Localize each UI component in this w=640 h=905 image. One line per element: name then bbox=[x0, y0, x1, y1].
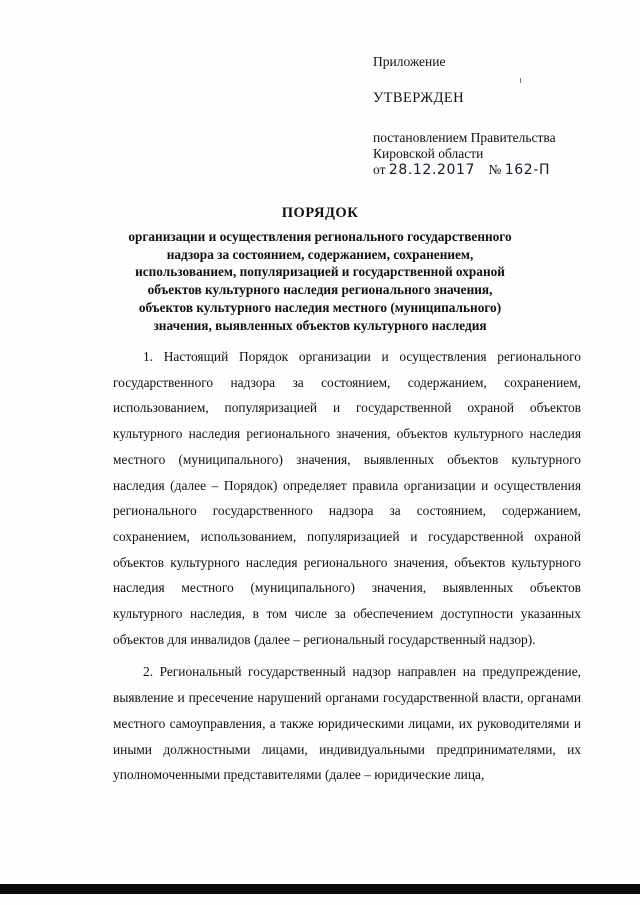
document-body bbox=[113, 344, 581, 795]
heading-line: объектов культурного наследия регионального значения, bbox=[147, 282, 493, 298]
date-prefix: от bbox=[373, 162, 386, 177]
decree-date-row bbox=[373, 162, 623, 178]
heading-line: использованием, популяризацией и государственной охраной bbox=[135, 264, 505, 280]
paragraph-1: 1. Настоящий Порядок организации и осуществления регионального государственного надзора за состоянием, содержанием, сохранением, использованием, популяризацией и государственной охраной объектов культурного наследия регионального значения, объектов культурного наследия местного (муниципального) значения, выявленных объектов культурного наследия (далее – Порядок) определяет правила организации и осуществления регионального государственного надзора за состоянием, содержанием, сохранением, использованием, популяризацией и государственной охраной объектов культурного наследия регионального значения, объектов культурного наследия местного (муниципального) значения, выявленных объектов культурного наследия, в том числе за обеспечением доступности указанных объектов для инвалидов (далее – региональный государственный надзор). bbox=[113, 349, 581, 647]
approval-block bbox=[373, 54, 623, 178]
scan-border-line bbox=[0, 884, 640, 894]
handwritten-number: 162-П bbox=[504, 162, 551, 178]
appendix-label: Приложение bbox=[373, 54, 446, 69]
paragraph-2: 2. Региональный государственный надзор направлен на предупреждение, выявление и пресечение нарушений органами государственной власти, органами местного самоуправления, а также юридическими лицами, их руководителями и иными должностными лицами, индивидуальными предпринимателями, их уполномоченными представителями (далее – юридические лица, bbox=[113, 664, 581, 783]
heading-line: объектов культурного наследия местного (муниципального) bbox=[138, 299, 502, 315]
heading-line: надзора за состоянием, содержанием, сохранением, bbox=[166, 246, 474, 262]
handwritten-date: 28.12.2017 bbox=[388, 162, 476, 178]
number-prefix: № bbox=[488, 162, 502, 177]
heading-line: значения, выявленных объектов культурного наследия bbox=[153, 317, 487, 333]
document-title: ПОРЯДОК bbox=[281, 205, 359, 221]
heading-line: организации и осуществления регионального государственного bbox=[128, 229, 512, 244]
approved-by-line-2: Кировской области bbox=[373, 146, 484, 161]
document-heading bbox=[90, 205, 550, 334]
approved-by-line-1: постановлением Правительства bbox=[373, 130, 556, 145]
approved-label: УТВЕРЖДЕН bbox=[373, 90, 465, 106]
